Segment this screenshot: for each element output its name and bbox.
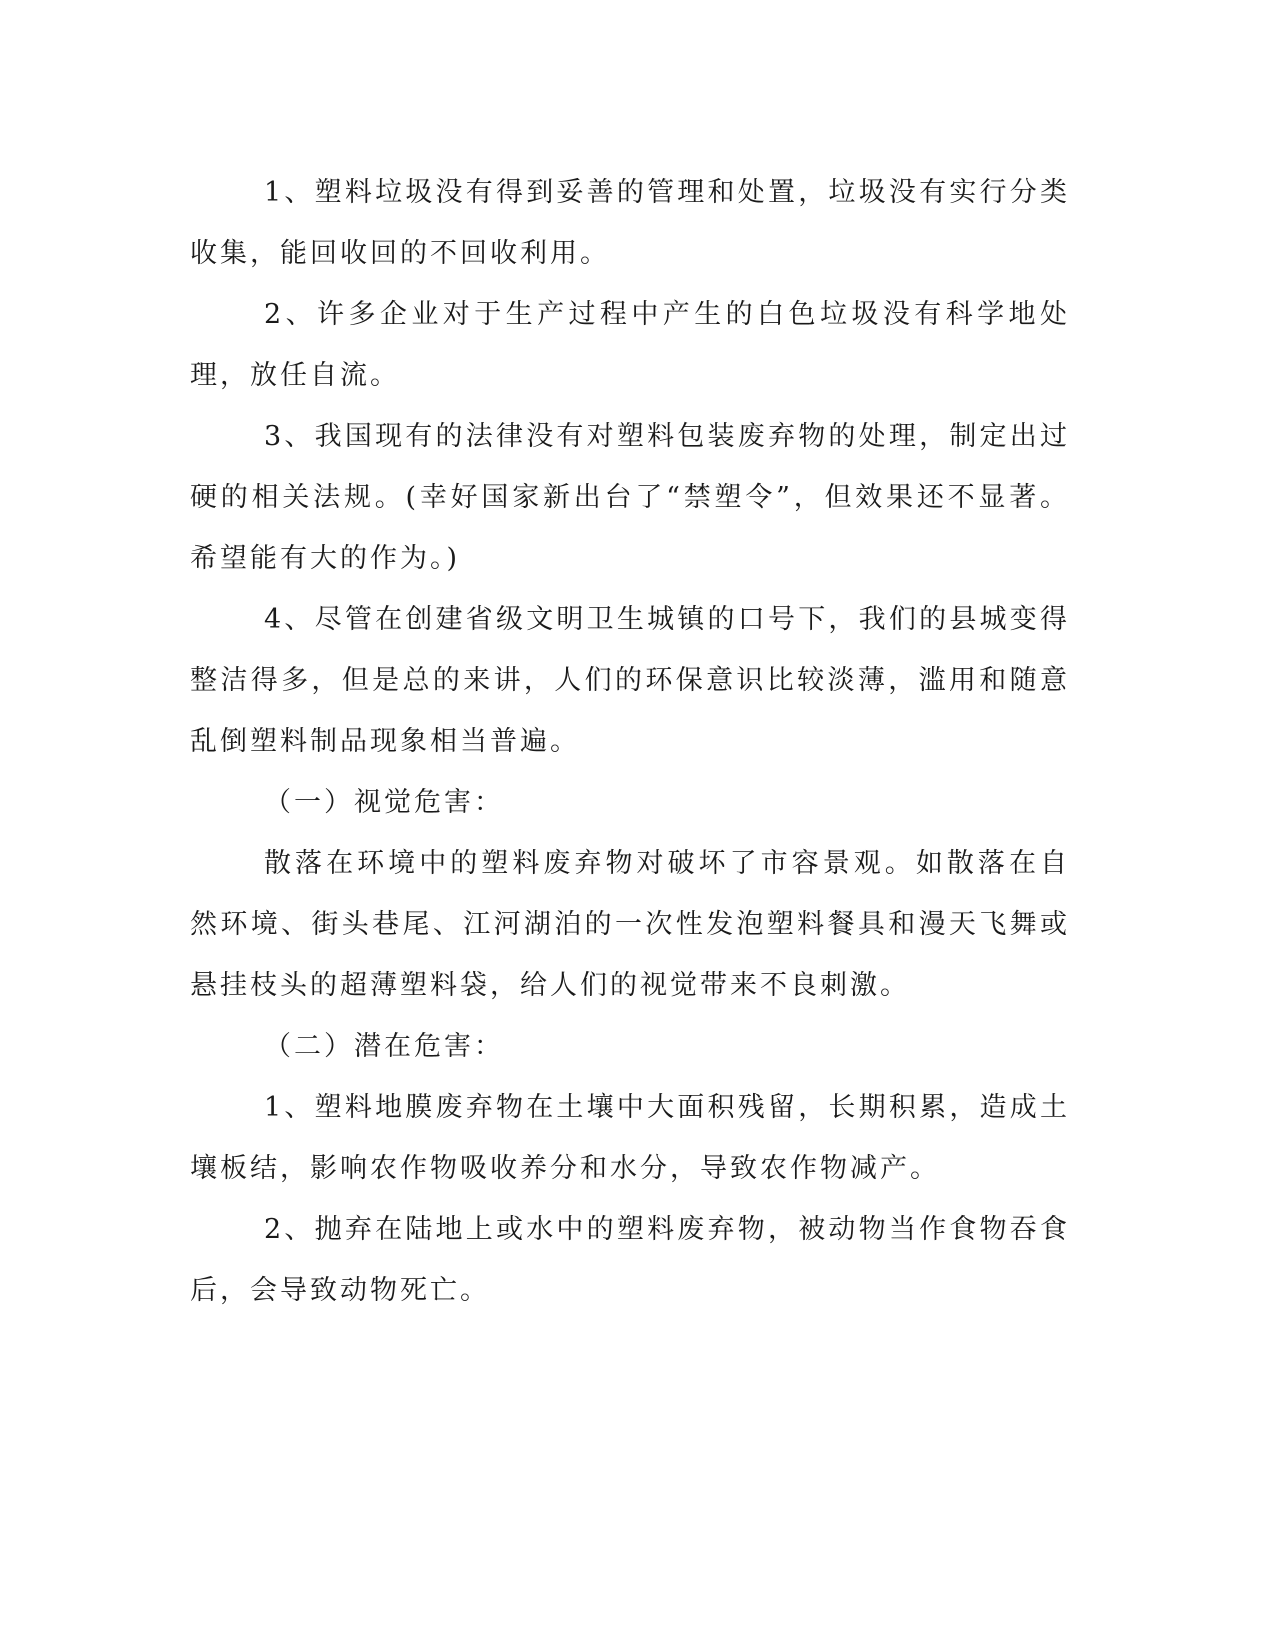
- paragraph-garbage-management: 1、塑料垃圾没有得到妥善的管理和处置，垃圾没有实行分类收集，能回收回的不回收利用。: [190, 177, 1070, 269]
- paragraph-environmental-awareness: 4、尽管在创建省级文明卫生城镇的口号下，我们的县城变得整洁得多，但是总的来讲，人们的环保意识比较淡薄，滥用和随意乱倒塑料制品现象相当普遍。: [190, 604, 1070, 757]
- paragraph-animal-harm: 2、抛弃在陆地上或水中的塑料废弃物，被动物当作食物吞食后，会导致动物死亡。: [190, 1214, 1070, 1306]
- paragraph-visual-harm: 散落在环境中的塑料废弃物对破坏了市容景观。如散落在自然环境、街头巷尾、江河湖泊的一次性发泡塑料餐具和漫天飞舞或悬挂枝头的超薄塑料袋，给人们的视觉带来不良刺激。: [190, 848, 1070, 1001]
- section-heading-visual-harm: （一）视觉危害：: [264, 787, 504, 818]
- document-body: [190, 162, 1070, 1321]
- section-heading-potential-harm: （二）潜在危害：: [264, 1031, 504, 1062]
- paragraph-legal-regulation: 3、我国现有的法律没有对塑料包装废弃物的处理，制定出过硬的相关法规。(幸好国家新出台了“禁塑令”，但效果还不显著。希望能有大的作为。): [190, 421, 1070, 574]
- paragraph-enterprise-waste: 2、许多企业对于生产过程中产生的白色垃圾没有科学地处理，放任自流。: [190, 299, 1070, 391]
- paragraph-soil-harm: 1、塑料地膜废弃物在土壤中大面积残留，长期积累，造成土壤板结，影响农作物吸收养分和水分，导致农作物减产。: [190, 1092, 1070, 1184]
